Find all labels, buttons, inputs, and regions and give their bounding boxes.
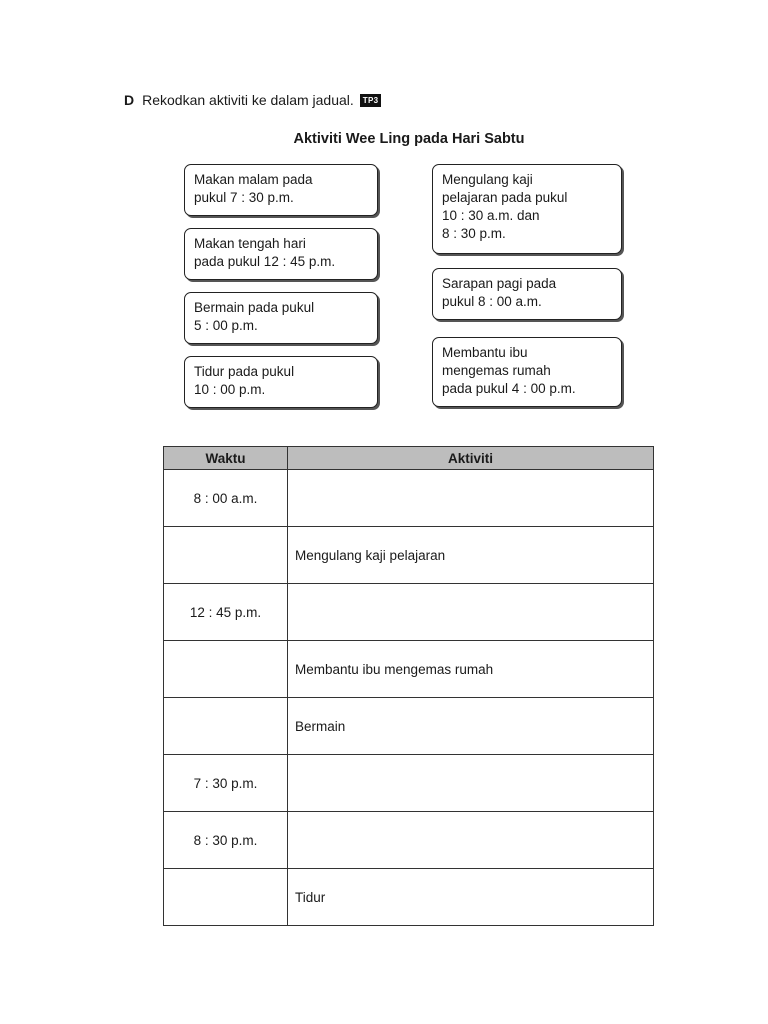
activity-card-dinner: Makan malam pada pukul 7 : 30 p.m. [184, 164, 378, 216]
table-header-row [164, 447, 654, 470]
question-letter: D [124, 92, 135, 108]
table-row [164, 698, 654, 755]
table-row [164, 584, 654, 641]
activity-cell[interactable]: Tidur [288, 869, 654, 926]
instruction [124, 92, 381, 108]
activity-cell[interactable]: Bermain [288, 698, 654, 755]
time-cell[interactable] [164, 641, 288, 698]
activity-cell[interactable] [288, 584, 654, 641]
activity-card-breakfast: Sarapan pagi pada pukul 8 : 00 a.m. [432, 268, 622, 320]
header-activity: Aktiviti [288, 447, 654, 470]
tp-level-badge: TP3 [360, 94, 382, 107]
activity-card-sleep: Tidur pada pukul 10 : 00 p.m. [184, 356, 378, 408]
activity-cell[interactable] [288, 812, 654, 869]
time-cell[interactable] [164, 698, 288, 755]
activity-card-play: Bermain pada pukul 5 : 00 p.m. [184, 292, 378, 344]
table-row [164, 641, 654, 698]
instruction-text: Rekodkan aktiviti ke dalam jadual. [142, 92, 354, 108]
activity-cell[interactable]: Membantu ibu mengemas rumah [288, 641, 654, 698]
schedule-table [163, 446, 654, 926]
activity-card-lunch: Makan tengah hari pada pukul 12 : 45 p.m. [184, 228, 378, 280]
activity-card-help-mother: Membantu ibu mengemas rumah pada pukul 4 : 00 p.m. [432, 337, 622, 407]
activity-cell[interactable] [288, 755, 654, 812]
table-row [164, 470, 654, 527]
header-time: Waktu [164, 447, 288, 470]
time-cell[interactable] [164, 527, 288, 584]
activity-title: Aktiviti Wee Ling pada Hari Sabtu [293, 131, 525, 147]
time-cell[interactable]: 8 : 30 p.m. [164, 812, 288, 869]
table-row [164, 755, 654, 812]
time-cell[interactable]: 12 : 45 p.m. [164, 584, 288, 641]
table-row [164, 869, 654, 926]
activity-cell[interactable] [288, 470, 654, 527]
time-cell[interactable]: 7 : 30 p.m. [164, 755, 288, 812]
table-row [164, 812, 654, 869]
activity-cell[interactable]: Mengulang kaji pelajaran [288, 527, 654, 584]
table-row [164, 527, 654, 584]
activity-card-revision: Mengulang kaji pelajaran pada pukul 10 : 30 a.m. dan 8 : 30 p.m. [432, 164, 622, 254]
time-cell[interactable]: 8 : 00 a.m. [164, 470, 288, 527]
time-cell[interactable] [164, 869, 288, 926]
